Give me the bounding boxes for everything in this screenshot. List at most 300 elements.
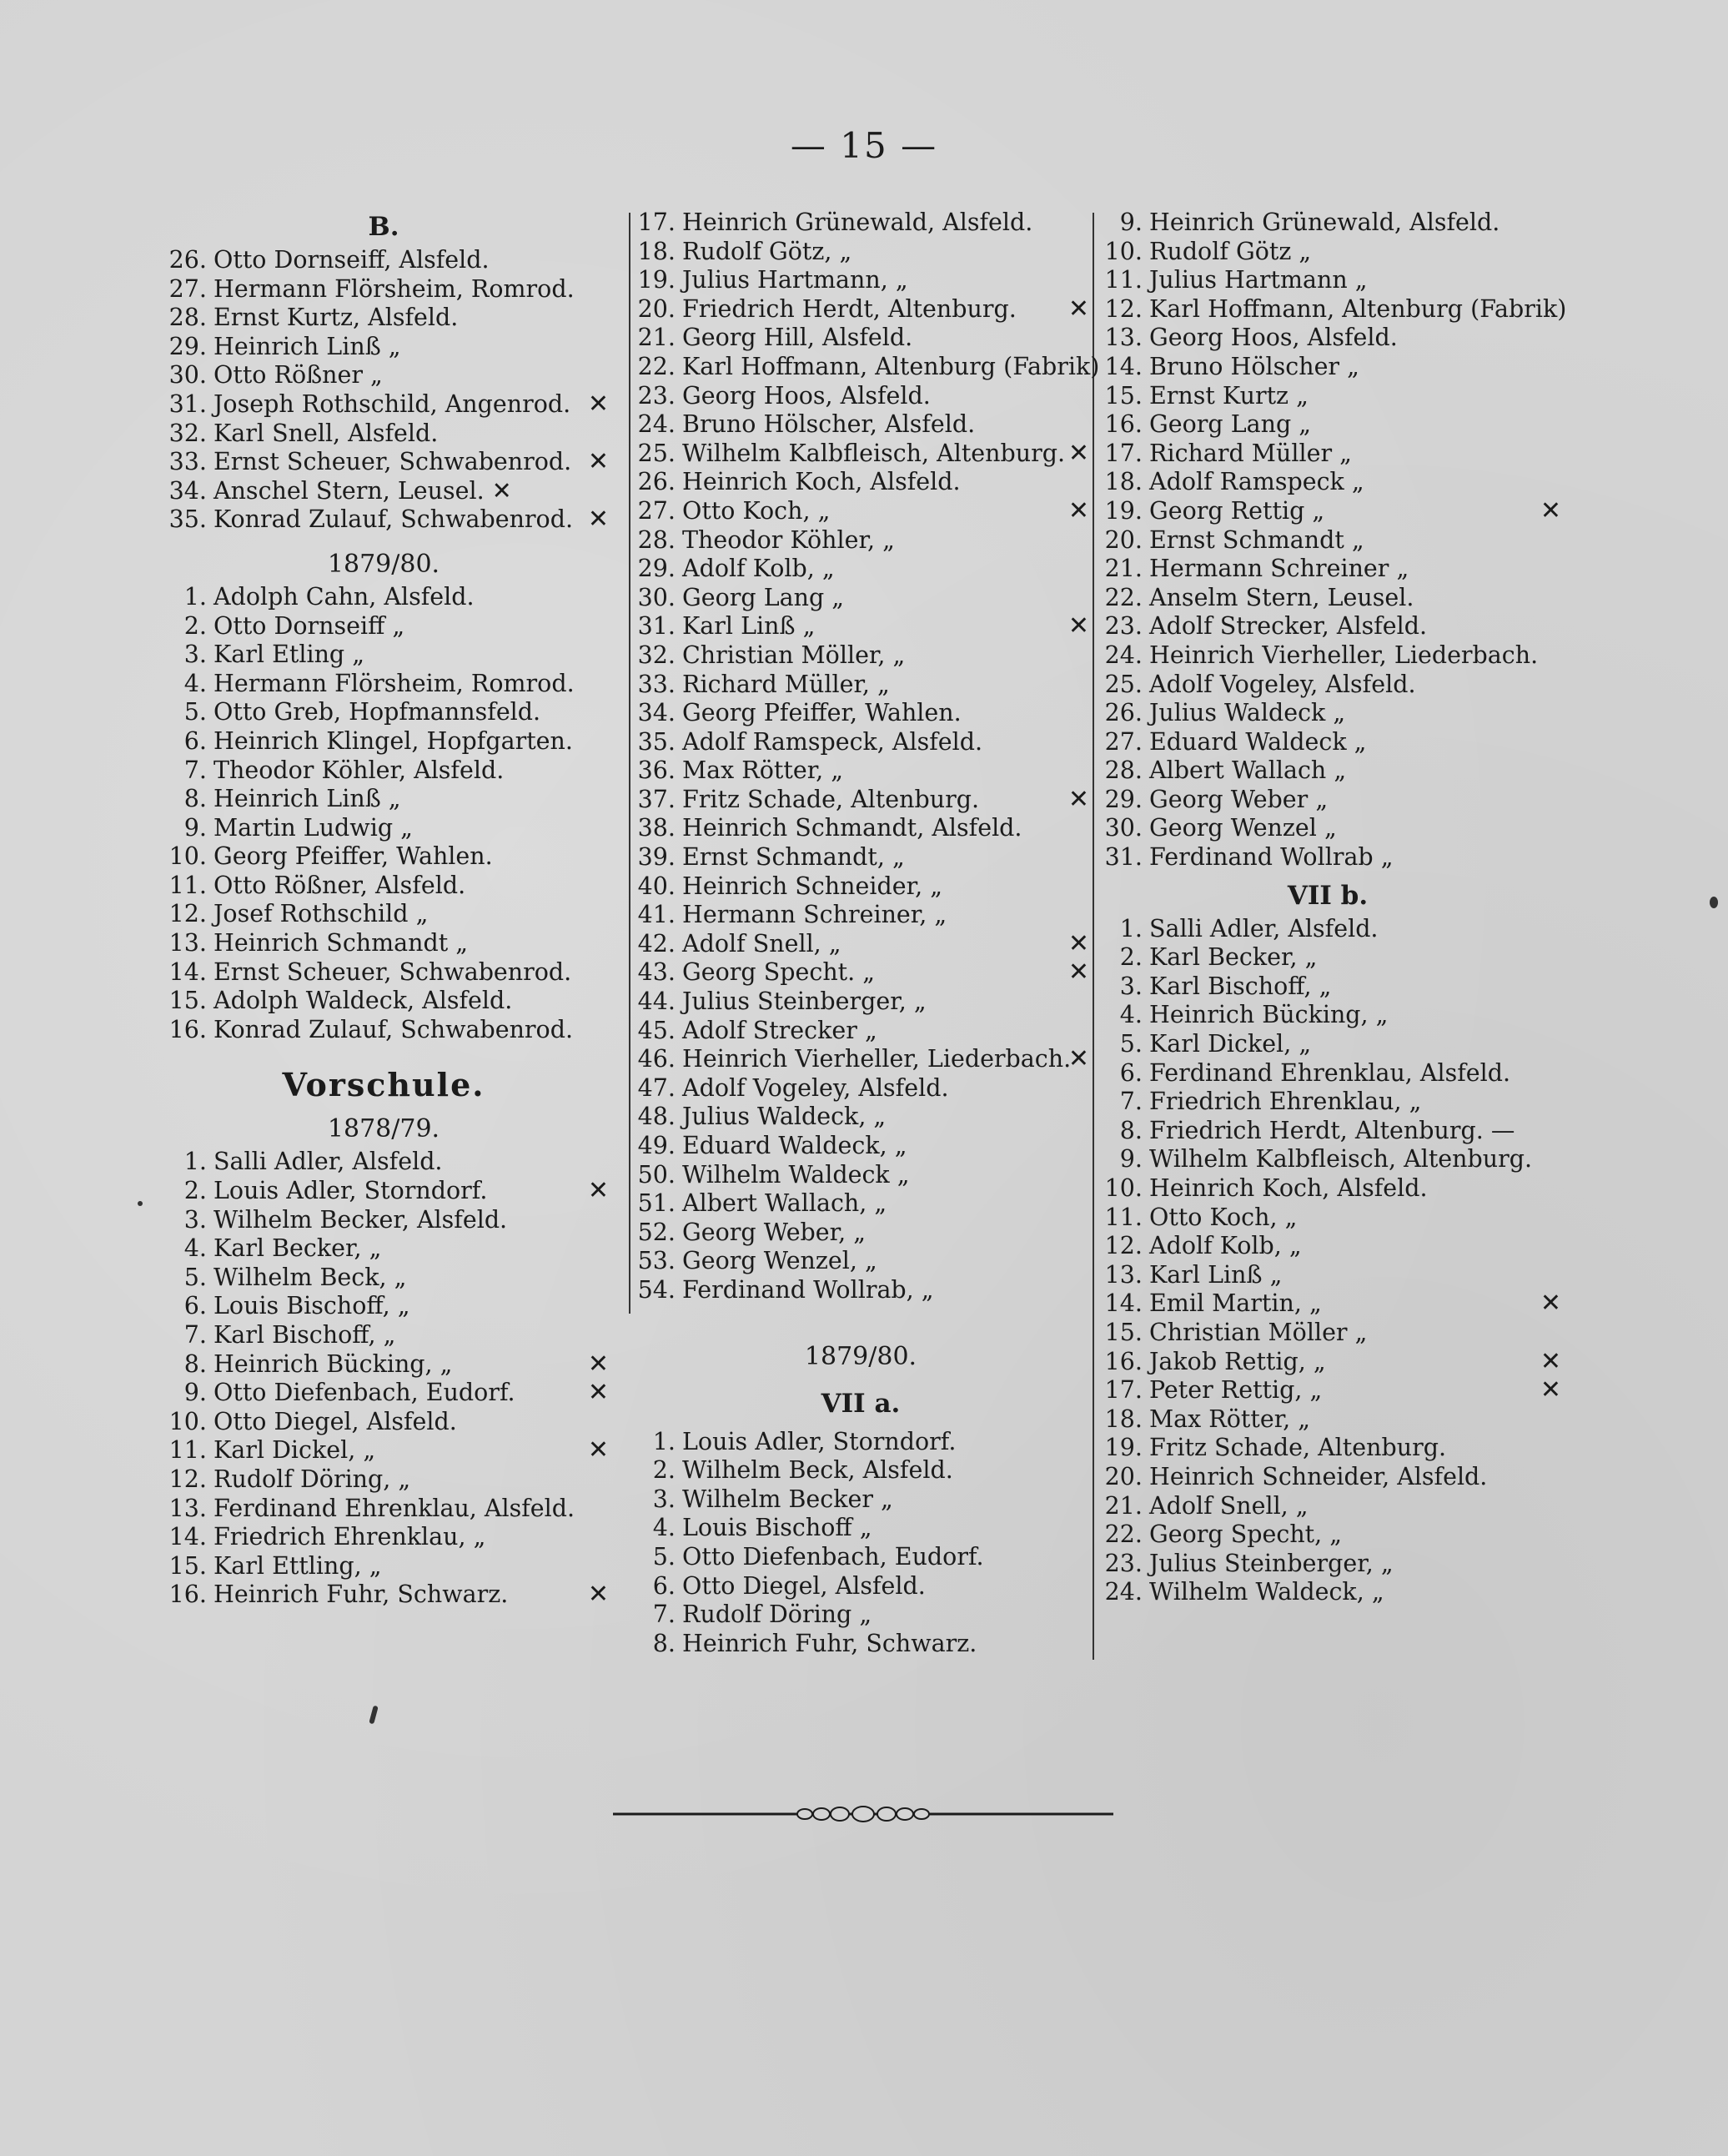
- list-item: [627, 756, 1094, 786]
- entry-name: Anschel Stern, Leusel. ✕: [213, 476, 512, 505]
- list-item: [627, 786, 1094, 815]
- list-item: [627, 497, 1094, 526]
- list-item: [1094, 786, 1561, 815]
- list-item: [627, 814, 1094, 843]
- entry-number: 48.: [637, 1103, 676, 1131]
- entry-name: Friedrich Herdt, Altenburg.: [682, 294, 1017, 323]
- entry-number: 6.: [183, 1292, 207, 1320]
- entry-name: Heinrich Grünewald, Alsfeld.: [682, 209, 1033, 236]
- entry-number: 8.: [183, 1349, 207, 1378]
- entry-number: 4.: [183, 669, 207, 697]
- entry-number: 4.: [1119, 1001, 1143, 1029]
- list-item: [627, 1514, 1094, 1543]
- entry-number: 24.: [637, 410, 676, 439]
- entry-number: 26.: [168, 246, 207, 274]
- entry-number: 44.: [637, 988, 676, 1016]
- list-item: [627, 266, 1094, 295]
- entry-name: Louis Bischoff, „: [213, 1292, 410, 1320]
- entry-name: Heinrich Schneider, „: [682, 872, 942, 900]
- entry-number: 5.: [183, 698, 207, 726]
- ornament-rule: [613, 1797, 1113, 1831]
- entry-name: Albert Wallach, „: [682, 1189, 887, 1218]
- entry-number: 7.: [1119, 1088, 1143, 1116]
- entry-number: 31.: [1104, 843, 1143, 872]
- entry-name: Georg Pfeiffer, Wahlen.: [682, 699, 962, 727]
- entry-number: 18.: [637, 237, 676, 265]
- entry-name: Georg Hoos, Alsfeld.: [682, 381, 931, 410]
- entry-name: Karl Etling „: [213, 641, 364, 669]
- list-item: [158, 1495, 609, 1524]
- entry-name: Max Rötter, „: [1149, 1405, 1311, 1433]
- entry-number: 14.: [168, 1523, 207, 1551]
- entry-name: Otto Dornseiff „: [213, 611, 405, 640]
- list-item: [1094, 1001, 1561, 1030]
- entry-number: 2.: [652, 1456, 676, 1485]
- list-item: [627, 238, 1094, 267]
- entry-number: 15.: [1104, 1318, 1143, 1346]
- entry-number: 9.: [1119, 209, 1143, 236]
- entry-name: Adolf Ramspeck, Alsfeld.: [682, 727, 983, 756]
- entry-name: Heinrich Koch, Alsfeld.: [1149, 1174, 1428, 1202]
- entry-number: 28.: [168, 304, 207, 332]
- entry-name: Emil Martin, „: [1149, 1289, 1322, 1318]
- entry-name: Adolf Kolb, „: [1149, 1232, 1302, 1260]
- entry-name: Georg Hill, Alsfeld.: [682, 324, 913, 352]
- entry-number: 4.: [652, 1514, 676, 1542]
- entry-number: 36.: [637, 756, 676, 785]
- entry-number: 11.: [1104, 266, 1143, 294]
- entry-name: Julius Hartmann „: [1149, 266, 1368, 294]
- entry-number: 16.: [1104, 1347, 1143, 1375]
- entry-number: 23.: [637, 381, 676, 410]
- entry-name: Peter Rettig, „: [1149, 1376, 1323, 1405]
- cross-mark: ✕: [1540, 495, 1561, 525]
- entry-name: Hermann Schreiner „: [1149, 555, 1409, 583]
- entry-number: 38.: [637, 814, 676, 842]
- entry-name: Friedrich Ehrenklau, „: [1149, 1088, 1422, 1116]
- entry-name: Heinrich Bücking, „: [213, 1349, 453, 1378]
- cross-mark: ✕: [587, 1378, 609, 1408]
- entry-name: Heinrich Schmandt „: [213, 929, 469, 957]
- entry-number: 33.: [637, 670, 676, 698]
- entry-number: 19.: [637, 266, 676, 294]
- entry-number: 52.: [637, 1218, 676, 1246]
- list-item: [158, 1234, 609, 1264]
- list-item: [1094, 1088, 1561, 1117]
- entry-number: 30.: [637, 583, 676, 611]
- entry-name: Heinrich Bücking, „: [1149, 1001, 1389, 1029]
- entry-number: 12.: [168, 1465, 207, 1493]
- entry-number: 13.: [1104, 324, 1143, 352]
- entry-name: Georg Wenzel „: [1149, 814, 1337, 842]
- entry-name: Ferdinand Wollrab, „: [682, 1275, 934, 1304]
- list-item: [158, 1436, 609, 1465]
- entry-name: Georg Lang „: [682, 583, 845, 611]
- list-item: [158, 987, 609, 1016]
- entry-number: 19.: [1104, 496, 1143, 525]
- cross-mark: ✕: [1067, 294, 1089, 324]
- entry-name: Adolf Kolb, „: [682, 555, 835, 583]
- list-item: [1094, 1174, 1561, 1204]
- entry-name: Hermann Schreiner, „: [682, 901, 947, 929]
- entry-name: Fritz Schade, Altenburg.: [1149, 1434, 1446, 1462]
- list-item: [627, 612, 1094, 641]
- entry-name: Heinrich Koch, Alsfeld.: [682, 468, 961, 496]
- list-item: [627, 295, 1094, 324]
- list-item: [627, 352, 1100, 382]
- entry-number: 34.: [637, 699, 676, 727]
- name-list: [627, 209, 1100, 1305]
- list-item: [627, 641, 1094, 671]
- list-item: [627, 1074, 1094, 1103]
- entry-name: Georg Lang „: [1149, 410, 1312, 439]
- cross-mark: ✕: [1540, 1346, 1561, 1376]
- cross-mark: ✕: [587, 1435, 609, 1465]
- entry-name: Karl Becker, „: [213, 1234, 382, 1263]
- list-item: [1094, 1204, 1561, 1233]
- list-item: [627, 843, 1094, 872]
- list-item: [627, 1189, 1094, 1219]
- entry-number: 32.: [637, 641, 676, 669]
- entry-number: 5.: [1119, 1030, 1143, 1058]
- entry-name: Richard Müller „: [1149, 439, 1352, 467]
- list-item: [1094, 641, 1561, 671]
- entry-number: 8.: [652, 1629, 676, 1657]
- entry-number: 28.: [1104, 756, 1143, 785]
- entry-number: 9.: [1119, 1145, 1143, 1173]
- entry-number: 53.: [637, 1247, 676, 1275]
- list-item: [1094, 1117, 1561, 1146]
- list-item: [1094, 1578, 1561, 1607]
- entry-number: 25.: [637, 439, 676, 467]
- list-item: [627, 324, 1094, 353]
- entry-number: 2.: [183, 611, 207, 640]
- entry-name: Eduard Waldeck, „: [682, 1132, 907, 1159]
- entry-number: 6.: [183, 726, 207, 755]
- entry-number: 37.: [637, 785, 676, 813]
- list-item: [1094, 1463, 1561, 1492]
- entry-name: Georg Weber, „: [682, 1218, 867, 1246]
- cross-mark: ✕: [1067, 495, 1089, 525]
- entry-number: 17.: [1104, 439, 1143, 467]
- entry-number: 10.: [1104, 1174, 1143, 1202]
- entry-number: 10.: [1104, 237, 1143, 265]
- name-list: [158, 246, 609, 535]
- list-item: [1094, 1492, 1561, 1521]
- entry-name: Karl Linß „: [1149, 1260, 1283, 1289]
- list-item: [158, 1465, 609, 1495]
- entry-number: 20.: [637, 294, 676, 323]
- entry-name: Bruno Hölscher „: [1149, 352, 1359, 380]
- entry-name: Wilhelm Beck, „: [213, 1263, 407, 1291]
- entry-number: 14.: [168, 957, 207, 986]
- entry-name: Georg Specht. „: [682, 958, 876, 987]
- entry-number: 35.: [637, 727, 676, 756]
- entry-name: Josef Rothschild „: [213, 900, 429, 928]
- entry-name: Wilhelm Waldeck, „: [1149, 1578, 1384, 1606]
- list-item: [158, 814, 609, 843]
- list-item: [1094, 555, 1561, 584]
- section-heading: Vorschule.: [282, 1066, 485, 1104]
- entry-name: Adolf Ramspeck „: [1149, 468, 1364, 496]
- entry-name: Ernst Kurtz „: [1149, 381, 1309, 410]
- list-item: [158, 246, 609, 275]
- list-item: [627, 1045, 1094, 1074]
- list-item: [627, 440, 1094, 469]
- entry-number: 11.: [1104, 1203, 1143, 1231]
- entry-number: 21.: [1104, 555, 1143, 583]
- list-item: [1094, 497, 1561, 526]
- section-heading: VII a.: [821, 1388, 901, 1419]
- list-item: [1094, 353, 1561, 382]
- year-heading: 1878/79.: [327, 1114, 440, 1144]
- list-item: [158, 333, 609, 362]
- list-item: [158, 1177, 609, 1206]
- list-item: [1094, 266, 1561, 295]
- name-list: [627, 1428, 1094, 1659]
- list-item: [158, 842, 609, 872]
- entry-number: 54.: [637, 1275, 676, 1304]
- list-item: [1094, 1145, 1561, 1174]
- list-item: [627, 872, 1094, 902]
- entry-number: 49.: [637, 1132, 676, 1159]
- entry-name: Wilhelm Kalbfleisch, Altenburg.: [1149, 1145, 1533, 1173]
- entry-name: Heinrich Schmandt, Alsfeld.: [682, 814, 1022, 842]
- list-item: [627, 671, 1094, 700]
- entry-name: Louis Adler, Storndorf.: [682, 1427, 957, 1455]
- entry-name: Heinrich Linß „: [213, 785, 401, 813]
- entry-number: 50.: [637, 1160, 676, 1189]
- entry-name: Georg Specht, „: [1149, 1520, 1343, 1549]
- list-item: [158, 1264, 609, 1293]
- list-item: [627, 1103, 1094, 1132]
- list-item: [627, 1630, 1094, 1659]
- entry-name: Heinrich Schneider, Alsfeld.: [1149, 1462, 1488, 1490]
- list-item: [158, 756, 609, 786]
- list-item: [627, 901, 1094, 930]
- list-item: [1094, 468, 1561, 497]
- entry-name: Georg Rettig „: [1149, 496, 1325, 525]
- entry-number: 9.: [183, 1379, 207, 1407]
- entry-number: 16.: [1104, 410, 1143, 439]
- name-list: [158, 1148, 609, 1610]
- cross-mark: ✕: [1067, 957, 1089, 988]
- list-item: [627, 958, 1094, 988]
- entry-number: 15.: [168, 987, 207, 1015]
- entry-name: Karl Hoffmann, Altenburg (Fabrik): [1149, 294, 1567, 323]
- entry-number: 5.: [183, 1263, 207, 1291]
- entry-name: Adolf Vogeley, Alsfeld.: [682, 1073, 949, 1102]
- entry-name: Eduard Waldeck „: [1149, 727, 1367, 756]
- entry-name: Wilhelm Kalbfleisch, Altenburg.: [682, 439, 1066, 467]
- list-item: [158, 1581, 609, 1610]
- entry-number: 34.: [168, 476, 207, 505]
- list-item: [158, 1321, 609, 1350]
- entry-number: 26.: [637, 468, 676, 496]
- entry-number: 24.: [1104, 641, 1143, 669]
- entry-number: 16.: [168, 1581, 207, 1609]
- list-item: [158, 641, 609, 670]
- list-item: [158, 1206, 609, 1235]
- entry-name: Karl Ettling, „: [213, 1551, 382, 1580]
- entry-name: Rudolf Götz, „: [682, 237, 852, 265]
- cross-mark: ✕: [1067, 928, 1089, 958]
- list-item: [627, 1543, 1094, 1572]
- list-item: [627, 584, 1094, 613]
- entry-name: Julius Waldeck, „: [682, 1103, 887, 1131]
- list-item: [158, 275, 609, 304]
- list-item: [627, 728, 1094, 757]
- entry-name: Ernst Kurtz, Alsfeld.: [213, 304, 459, 332]
- entry-number: 11.: [168, 871, 207, 899]
- entry-name: Heinrich Vierheller, Liederbach.: [682, 1045, 1072, 1073]
- list-item: [158, 670, 609, 699]
- entry-number: 17.: [1104, 1376, 1143, 1405]
- entry-number: 3.: [183, 1205, 207, 1234]
- entry-name: Heinrich Grünewald, Alsfeld.: [1149, 209, 1500, 236]
- list-item: [1094, 238, 1561, 267]
- cross-mark: ✕: [587, 1176, 609, 1206]
- entry-name: Adolf Strecker, Alsfeld.: [1149, 612, 1428, 641]
- entry-name: Anselm Stern, Leusel.: [1149, 583, 1414, 611]
- entry-number: 8.: [183, 785, 207, 813]
- list-item: [1094, 671, 1561, 700]
- entry-name: Otto Rößner „: [213, 361, 383, 389]
- list-item: [1094, 526, 1561, 555]
- list-item: [627, 1428, 1094, 1457]
- entry-name: Ernst Scheuer, Schwabenrod.: [213, 448, 572, 476]
- list-item: [158, 1016, 609, 1045]
- entry-number: 11.: [168, 1436, 207, 1465]
- list-item: [1094, 209, 1561, 238]
- entry-name: Rudolf Döring, „: [213, 1465, 411, 1493]
- entry-name: Adolf Snell, „: [1149, 1491, 1309, 1520]
- list-item: [158, 1523, 609, 1552]
- list-item: [158, 698, 609, 727]
- entry-number: 7.: [183, 1321, 207, 1349]
- list-item: [158, 304, 609, 333]
- entry-name: Bruno Hölscher, Alsfeld.: [682, 410, 976, 439]
- column-right: [1094, 209, 1567, 1607]
- entry-name: Salli Adler, Alsfeld.: [213, 1148, 443, 1176]
- cross-mark: ✕: [1540, 1375, 1561, 1405]
- list-item: [627, 382, 1094, 411]
- entry-name: Martin Ludwig „: [213, 813, 413, 842]
- cross-mark: ✕: [587, 389, 609, 419]
- list-item: [1094, 324, 1561, 353]
- entry-name: Heinrich Vierheller, Liederbach.: [1149, 641, 1539, 669]
- ink-speck: [138, 1201, 143, 1206]
- entry-number: 27.: [1104, 727, 1143, 756]
- entry-name: Wilhelm Becker „: [682, 1485, 893, 1513]
- entry-name: Georg Wenzel, „: [682, 1247, 877, 1275]
- entry-name: Richard Müller, „: [682, 670, 890, 698]
- year-heading: 1879/80.: [327, 549, 440, 579]
- list-item: [1094, 915, 1561, 944]
- entry-name: Julius Waldeck „: [1149, 699, 1346, 727]
- entry-number: 31.: [637, 612, 676, 641]
- entry-number: 32.: [168, 419, 207, 447]
- list-item: [158, 958, 609, 988]
- entry-number: 47.: [637, 1073, 676, 1102]
- entry-name: Heinrich Linß „: [213, 332, 401, 360]
- entry-number: 6.: [652, 1571, 676, 1600]
- entry-name: Otto Rößner, Alsfeld.: [213, 871, 466, 899]
- cross-mark: ✕: [587, 1349, 609, 1379]
- entry-number: 30.: [168, 361, 207, 389]
- list-item: [158, 612, 609, 641]
- list-item: [158, 929, 609, 958]
- entry-name: Julius Steinberger, „: [1149, 1549, 1394, 1577]
- entry-number: 33.: [168, 448, 207, 476]
- entry-number: 6.: [1119, 1058, 1143, 1087]
- list-item: [1094, 1520, 1561, 1550]
- list-item: [627, 1276, 1094, 1305]
- list-item: [627, 1572, 1094, 1601]
- list-item: [158, 1292, 609, 1321]
- entry-number: 23.: [1104, 1549, 1143, 1577]
- entry-name: Joseph Rothschild, Angenrod.: [213, 389, 571, 418]
- list-item: [627, 699, 1094, 728]
- entry-number: 35.: [168, 505, 207, 534]
- list-item: [158, 390, 609, 420]
- entry-name: Otto Diegel, Alsfeld.: [213, 1407, 457, 1435]
- name-list: [1094, 209, 1567, 872]
- entry-name: Karl Bischoff, „: [1149, 972, 1332, 1000]
- entry-number: 28.: [637, 525, 676, 554]
- entry-name: Konrad Zulauf, Schwabenrod.: [213, 1015, 574, 1043]
- list-item: [158, 1379, 609, 1408]
- entry-number: 22.: [1104, 1520, 1143, 1549]
- list-item: [1094, 1232, 1561, 1261]
- entry-number: 20.: [1104, 1462, 1143, 1490]
- entry-number: 20.: [1104, 525, 1143, 554]
- entry-number: 21.: [637, 324, 676, 352]
- list-item: [1094, 584, 1561, 613]
- list-item: [1094, 756, 1561, 786]
- entry-number: 23.: [1104, 612, 1143, 641]
- entry-name: Theodor Köhler, „: [682, 525, 895, 554]
- entry-name: Karl Becker, „: [1149, 943, 1318, 972]
- entry-number: 12.: [1104, 1232, 1143, 1260]
- entry-number: 27.: [168, 274, 207, 303]
- list-item: [1094, 1434, 1561, 1463]
- entry-name: Adolf Strecker „: [682, 1016, 877, 1044]
- year-heading: 1879/80.: [804, 1341, 917, 1371]
- entry-number: 26.: [1104, 699, 1143, 727]
- entry-name: Ernst Scheuer, Schwabenrod.: [213, 957, 572, 986]
- list-item: [158, 420, 609, 449]
- entry-name: Heinrich Klingel, Hopfgarten.: [213, 726, 573, 755]
- entry-name: Friedrich Ehrenklau, „: [213, 1523, 486, 1551]
- entry-number: 18.: [1104, 1405, 1143, 1433]
- entry-number: 30.: [1104, 814, 1143, 842]
- entry-number: 29.: [637, 555, 676, 583]
- entry-number: 3.: [183, 641, 207, 669]
- list-item: [1094, 1376, 1561, 1405]
- list-item: [1094, 1348, 1561, 1377]
- list-item: [627, 1017, 1094, 1046]
- entry-name: Salli Adler, Alsfeld.: [1149, 914, 1379, 942]
- entry-name: Adolf Vogeley, Alsfeld.: [1149, 670, 1416, 698]
- list-item: [627, 468, 1094, 497]
- entry-number: 25.: [1104, 670, 1143, 698]
- entry-number: 42.: [637, 929, 676, 957]
- entry-number: 13.: [168, 929, 207, 957]
- list-item: [1094, 972, 1561, 1002]
- list-item: [1094, 1405, 1561, 1435]
- list-item: [1094, 814, 1561, 843]
